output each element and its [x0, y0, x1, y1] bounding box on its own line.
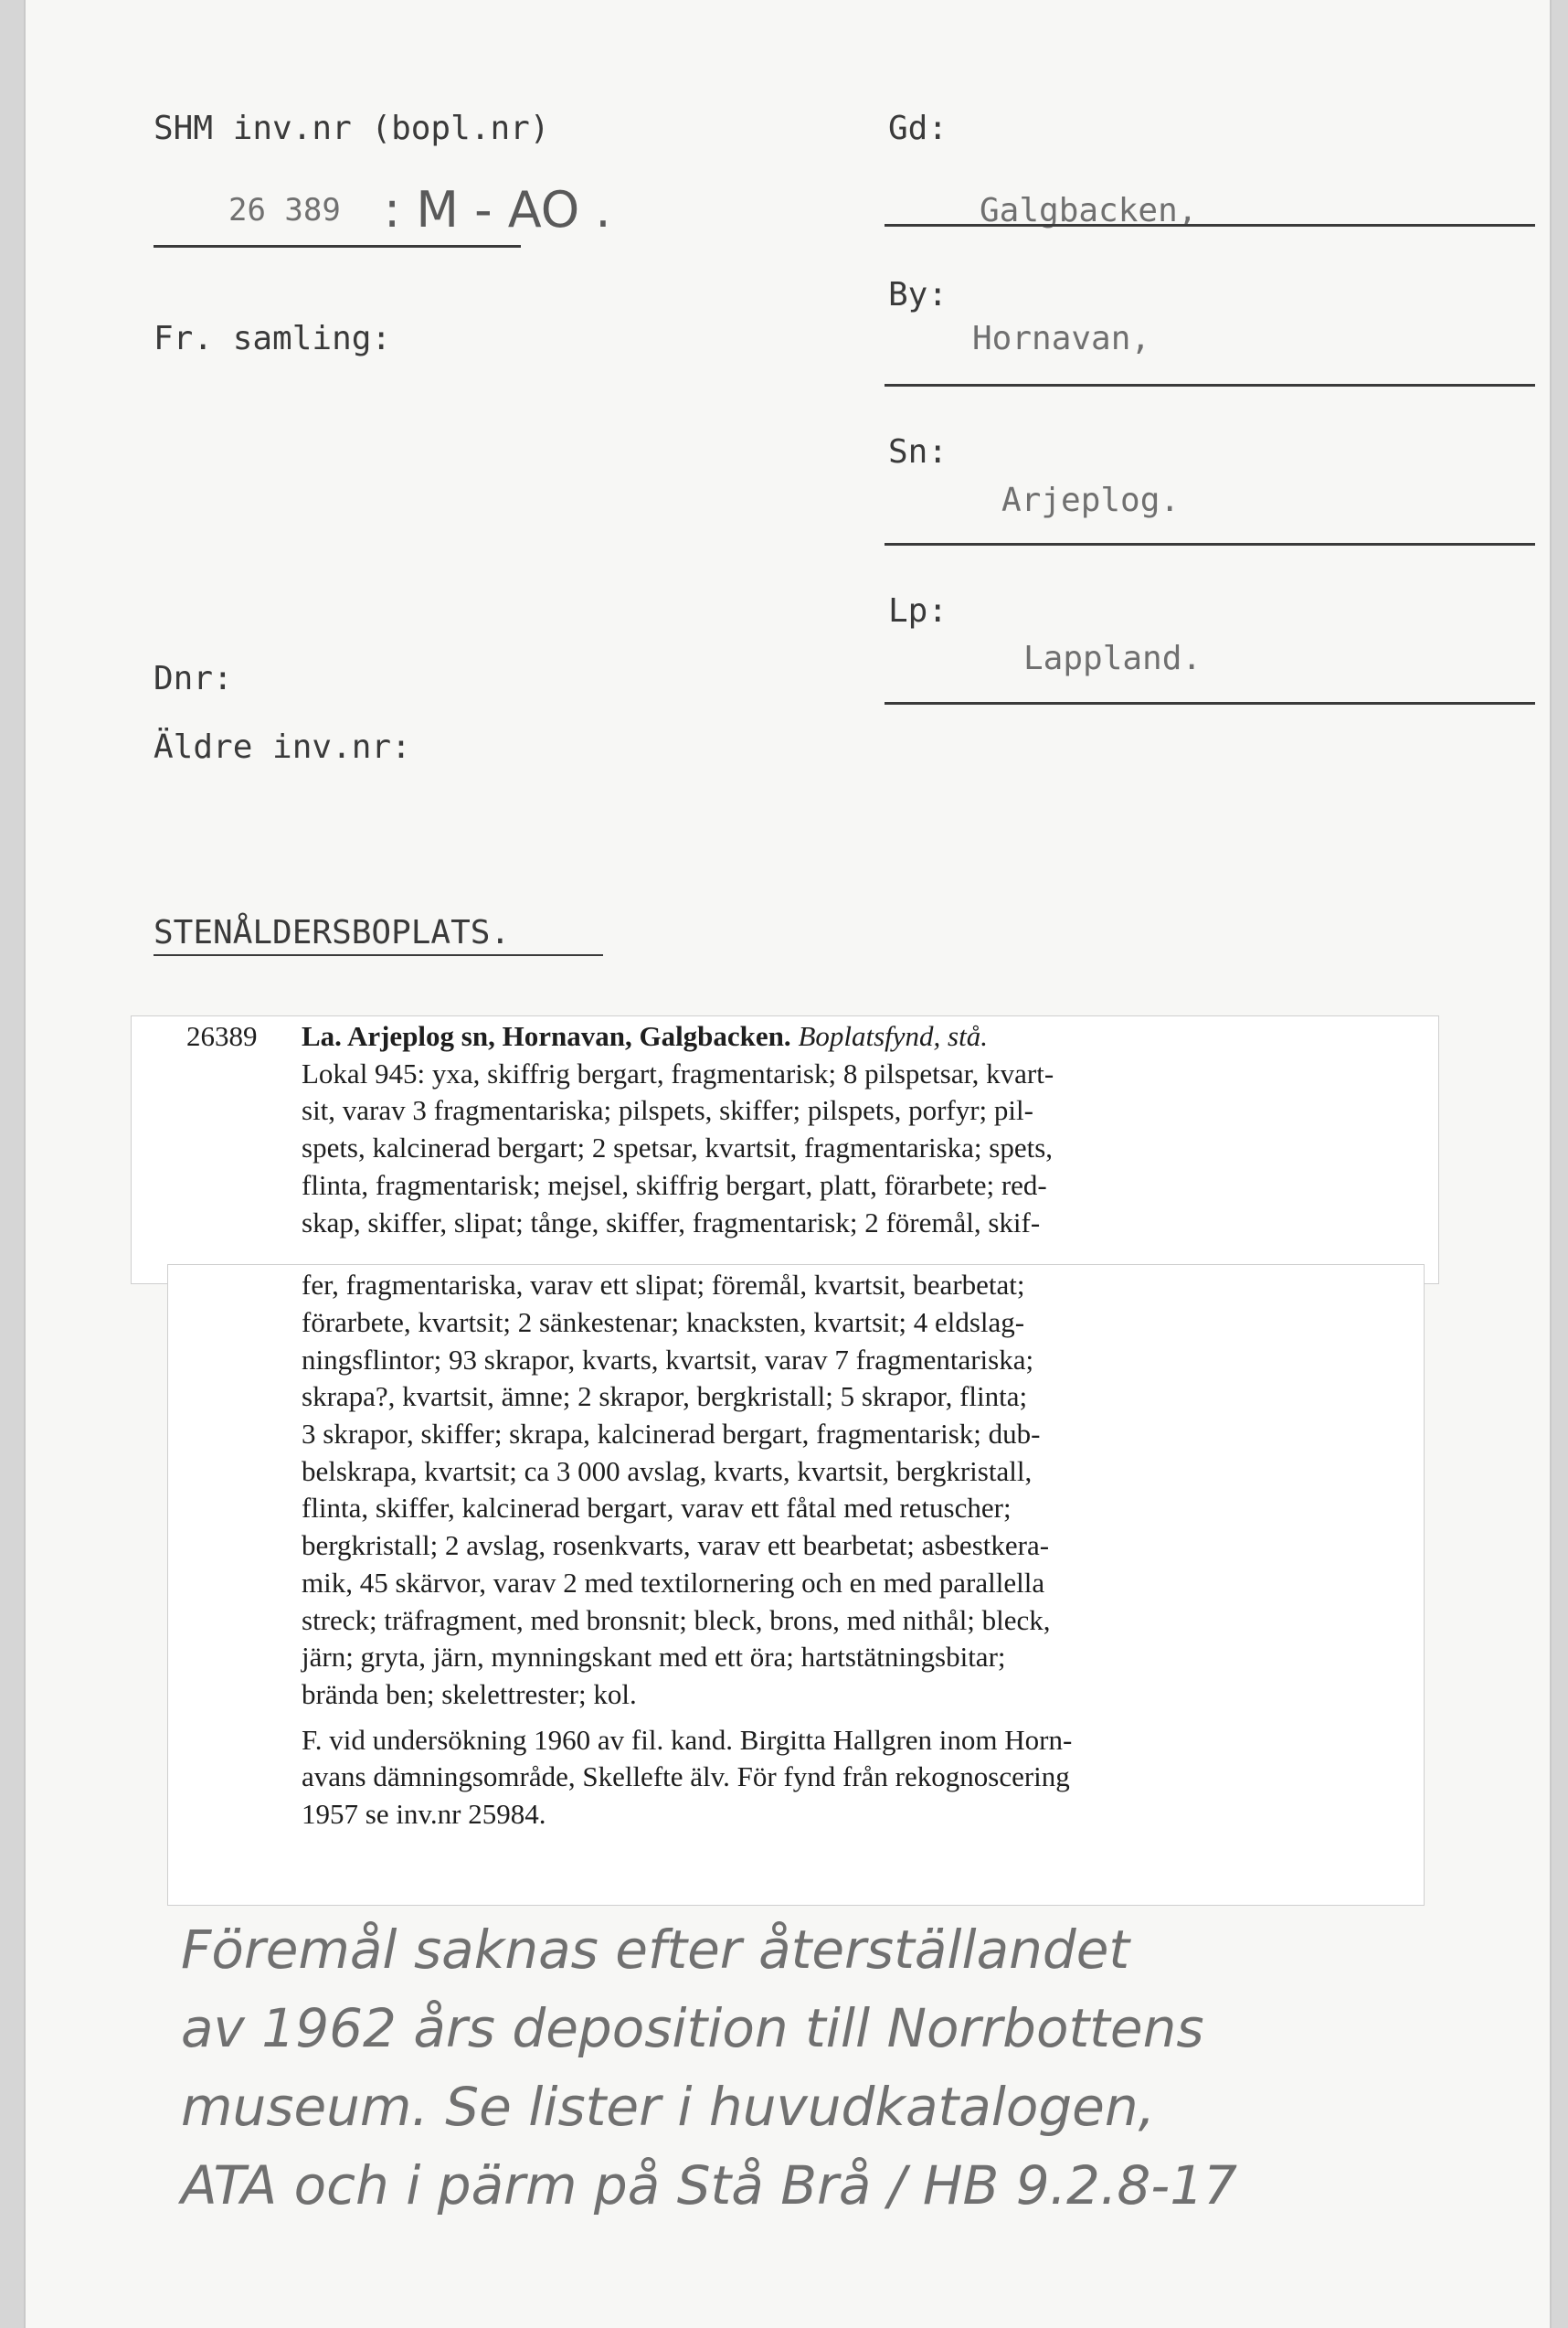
handwritten-line: av 1962 års deposition till Norrbottens	[181, 1997, 1204, 2059]
handwritten-line: ATA och i pärm på Stå Brå / HB 9.2.8-17	[181, 2154, 1238, 2216]
accession-number: 26389	[186, 1020, 258, 1052]
category-title: STENÅLDERSBOPLATS.	[154, 914, 511, 951]
clipping-line: 3 skrapor, skiffer; skrapa, kalcinerad bergart, fragmentarisk; dub-	[302, 1418, 1041, 1451]
clipping-line: sit, varav 3 fragmentariska; pilspets, skiffer; pilspets, porfyr; pil-	[302, 1094, 1033, 1127]
clipping-line: ningsflintor; 93 skrapor, kvarts, kvartsit, varav 7 fragmentariska;	[302, 1343, 1034, 1376]
clipping-line: skrapa?, kvartsit, ämne; 2 skrapor, bergkristall; 5 skrapor, flinta;	[302, 1380, 1028, 1413]
clipping-line: spets, kalcinerad bergart; 2 spetsar, kvartsit, fragmentariska; spets,	[302, 1132, 1054, 1164]
clipping-line: förarbete, kvartsit; 2 sänkestenar; knacksten, kvartsit; 4 eldslag-	[302, 1305, 1025, 1338]
handwritten-note	[181, 1910, 1524, 2225]
clipping-line: Lokal 945: yxa, skiffrig bergart, fragmentarisk; 8 pilspetsar, kvart-	[302, 1057, 1054, 1090]
lp-label: Lp:	[888, 592, 948, 630]
lp-underline	[885, 702, 1535, 705]
by-value: Hornavan,	[972, 320, 1151, 357]
clipping-line: brända ben; skelettrester; kol.	[302, 1677, 637, 1710]
by-label: By:	[888, 276, 948, 314]
category-underline	[154, 954, 603, 956]
clipping-line: streck; träfragment, med bronsnit; bleck, brons, med nithål; bleck,	[302, 1603, 1051, 1636]
gd-label: Gd:	[888, 110, 948, 147]
inv-label: SHM inv.nr (bopl.nr)	[154, 110, 550, 147]
dnr-label: Dnr:	[154, 660, 233, 697]
clipping-line: järn; gryta, järn, mynningskant med ett öra; hartstätningsbitar;	[302, 1641, 1006, 1674]
clipping-line: fer, fragmentariska, varav ett slipat; föremål, kvartsit, bearbetat;	[302, 1269, 1025, 1302]
inv-underline	[154, 245, 521, 248]
fr-samling-label: Fr. samling:	[154, 320, 392, 357]
clipping-line: bergkristall; 2 avslag, rosenkvarts, varav ett bearbetat; asbestkera-	[302, 1529, 1050, 1562]
find-line: 1957 se inv.nr 25984.	[302, 1798, 546, 1831]
clipping-line: mik, 45 skärvor, varav 2 med textilornering och en med parallella	[302, 1566, 1045, 1599]
find-line: avans dämningsområde, Skellefte älv. För fynd från rekognoscering	[302, 1760, 1070, 1793]
sn-value: Arjeplog.	[1001, 482, 1181, 519]
handwritten-line: Föremål saknas efter återställandet	[181, 1919, 1130, 1981]
handwritten-line: museum. Se lister i huvudkatalogen,	[181, 2076, 1156, 2138]
clipping-text	[186, 1018, 1402, 1834]
lp-value: Lappland.	[1023, 640, 1202, 677]
clipping-heading-italic: Boplatsfynd, stå.	[798, 1020, 988, 1052]
gd-underline	[885, 224, 1535, 227]
inv-number-typed: 26 389	[228, 192, 341, 229]
clipping-heading: La. Arjeplog sn, Hornavan, Galgbacken.	[302, 1020, 791, 1052]
clipping-line: flinta, skiffer, kalcinerad bergart, varav ett fåtal med retuscher;	[302, 1492, 1012, 1525]
gd-value: Galgbacken,	[980, 192, 1198, 229]
by-underline	[885, 384, 1535, 387]
catalog-card	[24, 0, 1552, 2328]
sn-label: Sn:	[888, 433, 948, 471]
sn-underline	[885, 543, 1535, 546]
inv-number-handwritten: : M - AO .	[384, 181, 611, 239]
clipping-line: flinta, fragmentarisk; mejsel, skiffrig bergart, platt, förarbete; red-	[302, 1168, 1047, 1201]
clipping-line: belskrapa, kvartsit; ca 3 000 avslag, kvarts, kvartsit, bergkristall,	[302, 1454, 1033, 1487]
aldre-inv-label: Äldre inv.nr:	[154, 728, 411, 766]
find-line: F. vid undersökning 1960 av fil. kand. Birgitta Hallgren inom Horn-	[302, 1723, 1073, 1756]
clipping-line: skap, skiffer, slipat; tånge, skiffer, fragmentarisk; 2 föremål, skif-	[302, 1206, 1041, 1238]
